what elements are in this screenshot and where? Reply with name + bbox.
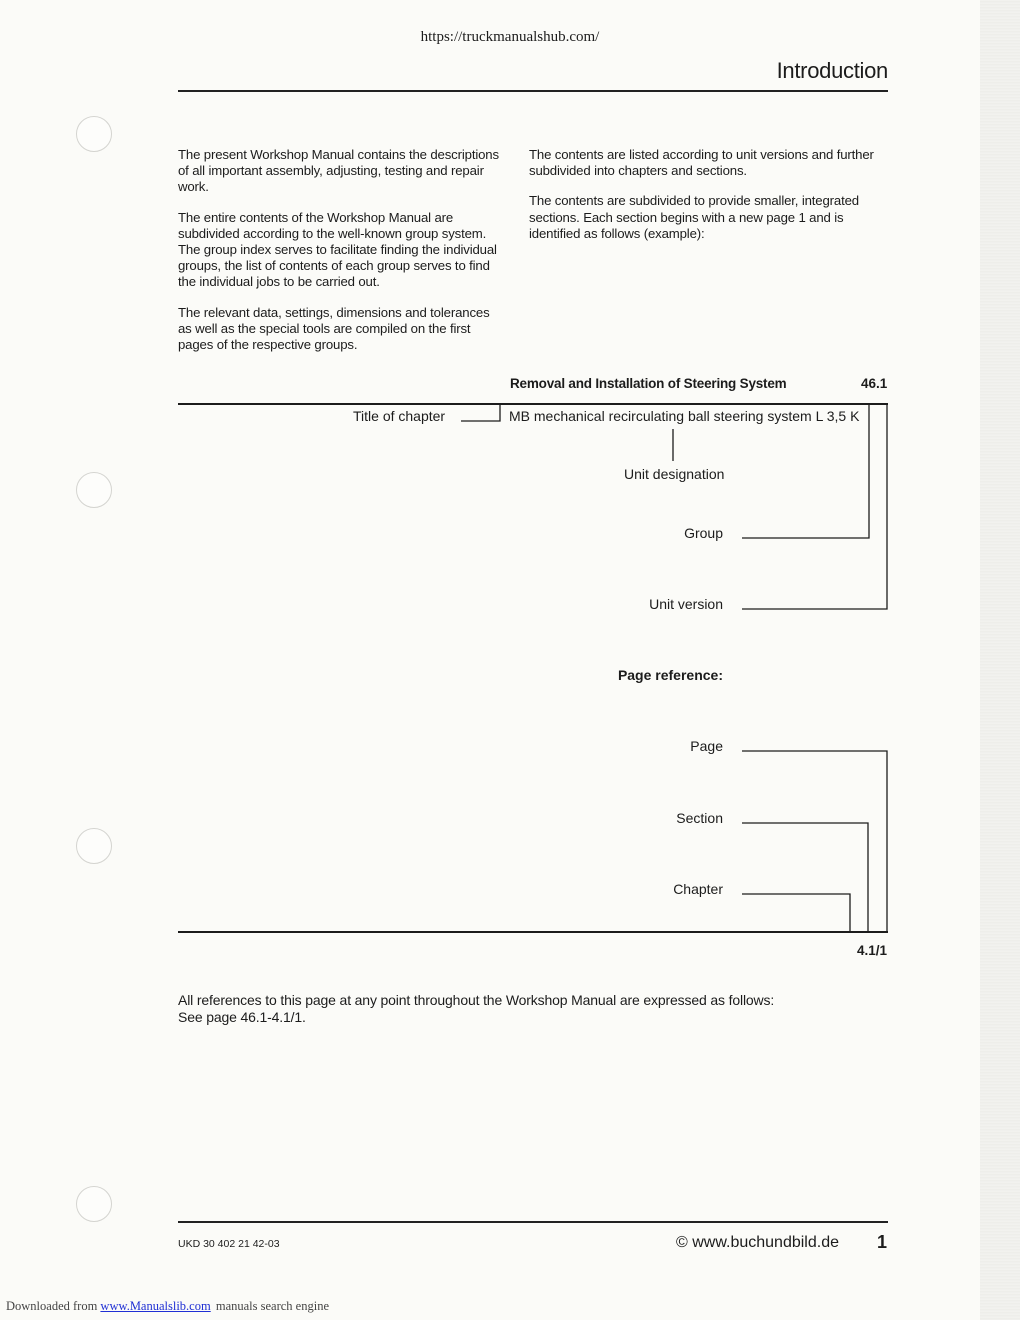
manualslib-link[interactable]: www.Manualslib.com (100, 1299, 211, 1313)
group-label: Group (684, 525, 723, 541)
intro-paragraph: The contents are subdivided to provide smaller, integrated sections. Each section begins with a new page 1 and is identified as follows (example): (529, 193, 859, 241)
intro-paragraph: The contents are listed according to unit versions and further subdivided into chapters and sections. (529, 147, 874, 179)
references-note (178, 992, 898, 1025)
chapter-connector (742, 894, 850, 932)
document-code: UKD 30 402 21 42-03 (178, 1238, 280, 1250)
page-reference-label: Page reference: (617, 667, 723, 683)
download-bar (6, 1299, 329, 1314)
source-url[interactable]: https://truckmanualshub.com/ (420, 29, 600, 45)
example-page-number: 4.1/1 (856, 943, 887, 958)
unit-version-label: Unit version (649, 596, 723, 612)
unit-line: MB mechanical recirculating ball steering system L 3,5 K (509, 408, 860, 424)
download-prefix: Downloaded from (6, 1299, 98, 1313)
page-connector (742, 751, 887, 932)
publisher-website: © www.buchundbild.de (676, 1234, 839, 1251)
chapter-label: Chapter (673, 881, 723, 897)
title-of-chapter-label: Title of chapter (353, 408, 446, 424)
footer-rule (178, 1221, 888, 1223)
intro-paragraph: The relevant data, settings, dimensions and tolerances as well as the special tools are compiled on the first pages of the respective groups. (178, 304, 490, 353)
example-heading: Removal and Installation of Steering System (510, 376, 787, 391)
example-group-number: 46.1 (861, 376, 888, 391)
page-title: Introduction (776, 58, 888, 83)
intro-paragraph: The entire contents of the Workshop Manual are subdivided according to the well-known group system. The group index serves to facilitate finding the individual groups, the list of contents of each group serves to find the individual jobs to be carried out. (178, 209, 497, 290)
intro-paragraph: The present Workshop Manual contains the descriptions of all important assembly, adjusting, testing and repair work. (178, 147, 499, 195)
references-line: See page 46.1-4.1/1. (178, 1008, 306, 1025)
download-suffix: manuals search engine (215, 1299, 329, 1313)
title-of-chapter-connector (461, 405, 500, 421)
group-connector (742, 405, 869, 538)
unit-version-connector (742, 405, 887, 609)
section-connector (742, 823, 868, 932)
page-label: Page (690, 738, 723, 754)
section-label: Section (676, 810, 723, 826)
unit-designation-label: Unit designation (624, 466, 725, 482)
footer-page-number: 1 (877, 1232, 888, 1252)
references-line: All references to this page at any point throughout the Workshop Manual are expressed as follows: (178, 992, 775, 1008)
